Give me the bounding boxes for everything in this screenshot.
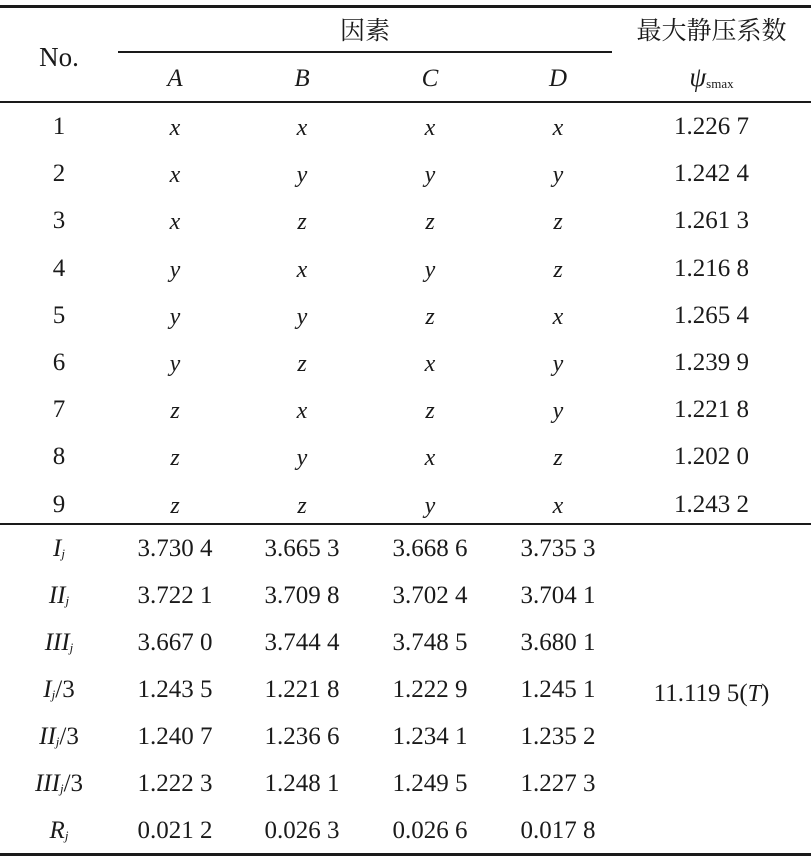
total-close-paren: ) [761,680,770,707]
row-level-d: x [552,303,564,330]
stat-label-main: I [43,676,52,703]
header-result-group: 最大静压系数 [636,16,787,45]
row-level-a: y [169,351,181,377]
stat-label [0,536,118,561]
stat-value-d: 3.680 1 [520,629,596,656]
row-level-c: y [424,162,436,189]
total-open-paren: ( [739,680,748,707]
stat-value-c: 1.234 1 [392,723,468,750]
psi-subscript: smax [706,76,734,91]
stat-label-main: II [48,582,66,609]
stat-label [0,771,118,796]
row-level-a: y [169,303,181,330]
row-level-c: z [425,303,435,330]
header-factor-b: B [294,65,310,92]
stat-label-sub: j [59,781,64,796]
row-level-b: z [297,351,307,377]
stat-label [0,724,118,749]
stat-value-a: 3.730 4 [137,535,213,562]
row-level-c: x [424,445,436,472]
stat-value-d: 1.245 1 [520,676,596,703]
row-level-b: x [296,256,308,283]
stat-value-b: 1.248 1 [264,770,340,797]
header-psi-symbol [612,64,811,91]
bottom-rule [0,853,811,856]
row-level-a: x [169,162,181,189]
row-psi-value: 1.242 4 [674,160,749,188]
row-no: 2 [52,160,66,188]
row-level-d: x [552,115,564,141]
stat-value-c: 3.668 6 [392,535,468,562]
stat-label-tail: /3 [59,723,79,750]
row-level-b: x [296,115,308,141]
stat-value-b: 1.236 6 [264,723,340,750]
row-level-c: x [424,351,436,377]
stat-value-b: 3.709 8 [264,582,340,609]
row-psi-value: 1.202 0 [674,443,749,471]
row-level-d: z [553,445,563,472]
row-level-a: y [169,256,181,283]
row-psi-value: 1.265 4 [674,301,749,329]
row-level-c: z [425,398,435,425]
row-level-a: z [170,445,180,472]
stat-label-sub: j [64,828,69,843]
row-no: 5 [52,301,66,329]
stat-value-b: 0.026 3 [264,817,340,844]
stat-label [0,677,118,702]
row-psi-value: 1.239 9 [674,349,749,376]
stat-label-main: III [44,629,70,656]
header-no: No. [39,42,79,72]
stat-value-d: 0.017 8 [520,817,596,844]
header-factor-c: C [421,65,439,92]
row-no: 7 [52,396,66,424]
row-level-d: y [552,162,564,189]
stat-label-main: I [53,535,62,562]
row-level-b: x [296,398,308,425]
stat-label-main: III [34,770,60,797]
stat-value-c: 1.222 9 [392,676,468,703]
stat-label-sub: j [65,593,70,608]
psi-symbol: ψ [689,62,707,92]
stat-value-c: 0.026 6 [392,817,468,844]
row-level-c: x [424,115,436,141]
row-level-c: y [424,256,436,283]
row-level-d: z [553,256,563,283]
row-psi-value: 1.221 8 [674,396,749,424]
row-level-a: x [169,209,181,236]
row-level-b: y [296,162,308,189]
row-level-b: y [296,445,308,472]
row-level-d: y [552,351,564,377]
stat-value-c: 3.748 5 [392,629,468,656]
row-no: 8 [52,443,66,471]
stat-value-a: 0.021 2 [137,817,213,844]
stat-value-b: 3.744 4 [264,629,340,656]
row-no: 9 [52,490,66,518]
header-factor-group: 因素 [339,16,390,45]
total-symbol: T [747,681,761,707]
row-level-b: z [297,492,307,519]
stat-value-b: 3.665 3 [264,535,340,562]
stat-label-tail: /3 [63,770,84,797]
stat-value-b: 1.221 8 [264,676,340,703]
row-level-d: y [552,398,564,425]
stat-label-main: II [39,723,56,750]
stat-label-sub: j [51,687,56,702]
row-psi-value: 1.216 8 [674,254,749,282]
header-factor-d: D [548,65,568,92]
row-psi-value: 1.243 2 [674,490,749,518]
stat-value-c: 1.249 5 [392,770,468,797]
stat-value-c: 3.702 4 [392,582,468,609]
stat-label-sub: j [69,640,74,655]
row-no: 6 [52,349,66,376]
header-factor-a: A [167,65,183,92]
row-no: 3 [52,207,66,235]
stat-label [0,583,118,608]
stat-value-a: 1.222 3 [137,770,213,797]
total-sum [612,681,811,706]
stat-label [0,630,118,655]
total-value: 11.119 5 [653,680,740,707]
row-psi-value: 1.261 3 [674,207,749,235]
stat-value-a: 3.667 0 [137,629,213,656]
row-level-c: y [424,492,436,519]
stat-value-d: 1.235 2 [520,723,596,750]
row-psi-value: 1.226 7 [674,113,749,140]
stat-label [0,818,118,843]
row-no: 4 [52,254,66,282]
top-rule [0,5,811,8]
stat-value-a: 3.722 1 [137,582,213,609]
stat-value-d: 1.227 3 [520,770,596,797]
row-level-b: y [296,303,308,330]
stat-label-sub: j [61,546,65,561]
stat-value-a: 1.240 7 [137,723,213,750]
row-level-a: z [170,398,180,425]
row-level-d: x [552,492,564,519]
row-level-b: z [297,209,307,236]
row-level-a: z [170,492,180,519]
stat-label-sub: j [55,734,60,749]
midrule [0,523,811,525]
stat-label-tail: /3 [55,676,75,703]
stat-value-a: 1.243 5 [137,676,213,703]
header-bottom-rule [0,101,811,103]
stat-label-main: R [49,817,65,844]
row-level-a: x [169,115,181,141]
row-level-c: z [425,209,435,236]
row-level-d: z [553,209,563,236]
row-no: 1 [52,113,66,140]
factor-group-rule [118,51,612,53]
stat-value-d: 3.704 1 [520,582,596,609]
stat-value-d: 3.735 3 [520,535,596,562]
